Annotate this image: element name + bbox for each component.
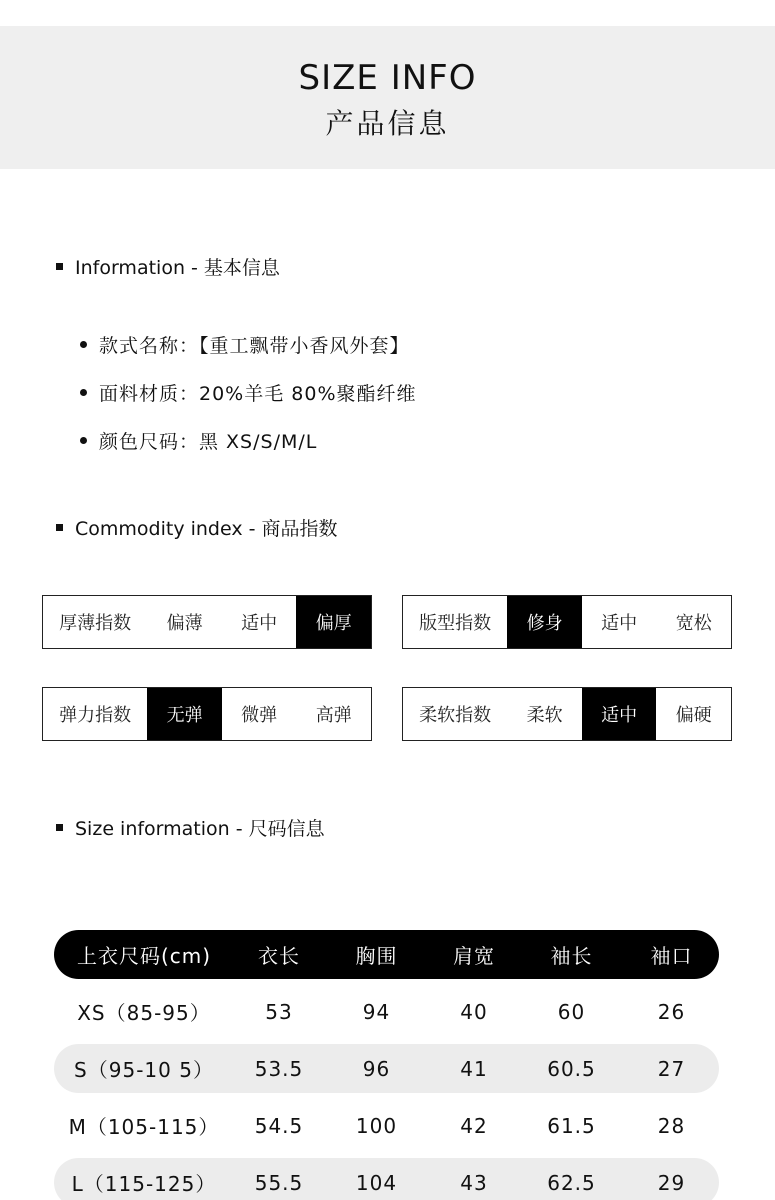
table-cell: 40 [460,999,488,1024]
table-cell: L（115-125） [71,1172,217,1196]
table-cell: 62.5 [547,1170,596,1195]
table-row [54,987,719,1036]
index-box-thickness [42,595,372,649]
section-heading-size [56,814,325,841]
page-subtitle: 产品信息 [325,107,450,140]
table-cell: 61.5 [547,1113,596,1138]
table-header-cell: 上衣尺码(cm) [76,944,212,968]
section-heading-size-label: Size information - 尺码信息 [75,818,325,840]
index-option-selected: 无弹 [147,688,222,740]
section-heading-basic [56,253,280,280]
section-heading-commodity-label: Commodity index - 商品指数 [75,518,338,540]
list-item [80,368,417,416]
table-header-cell: 衣长 [258,944,300,968]
index-label: 厚薄指数 [59,613,132,634]
table-cell: 43 [460,1170,488,1195]
table-cell: M（105-115） [68,1115,220,1139]
index-option: 适中 [241,613,278,634]
table-cell: 54.5 [254,1113,304,1138]
index-option: 偏薄 [166,613,203,634]
table-cell: 104 [355,1170,398,1195]
square-bullet-icon [56,524,63,531]
table-cell: XS（85-95） [77,1001,211,1025]
index-option: 柔软 [526,705,563,726]
dot-bullet-icon [80,437,87,444]
section-heading-basic-label: Information - 基本信息 [75,257,280,279]
index-option: 适中 [601,613,638,634]
table-cell: S（95-10 5） [74,1058,214,1082]
table-cell: 27 [657,1056,686,1081]
table-cell: 42 [460,1113,488,1138]
info-text: 款式名称：【重工飘带小香风外套】 [99,334,410,357]
index-box-fit [402,595,732,649]
index-option-selected: 适中 [582,688,657,740]
table-row [54,1158,719,1200]
table-cell: 96 [362,1056,391,1081]
index-option: 高弹 [315,705,352,726]
table-row [54,1044,719,1093]
table-cell: 53 [265,999,293,1024]
table-cell: 29 [657,1170,686,1195]
basic-info-list [80,320,417,464]
table-cell: 41 [460,1056,488,1081]
index-box-softness [402,687,732,741]
table-cell: 55.5 [254,1170,304,1195]
page-title: SIZE INFO [298,58,477,98]
table-header-cell: 肩宽 [453,944,495,968]
index-option-selected: 修身 [507,596,582,648]
index-label: 版型指数 [419,613,492,634]
square-bullet-icon [56,824,63,831]
info-text: 颜色尺码：黑 XS/S/M/L [99,430,318,453]
table-cell: 100 [355,1113,398,1138]
index-label: 柔软指数 [419,705,492,726]
square-bullet-icon [56,263,63,270]
table-header-row [54,930,719,979]
dot-bullet-icon [80,389,87,396]
dot-bullet-icon [80,341,87,348]
table-cell: 60.5 [547,1056,596,1081]
list-item [80,416,417,464]
index-option: 偏硬 [675,705,712,726]
table-row [54,1101,719,1150]
info-text: 面料材质：20%羊毛 80%聚酯纤维 [99,382,417,405]
table-cell: 94 [362,999,391,1024]
table-header-cell: 袖长 [550,944,593,968]
table-header-cell: 袖口 [650,944,693,968]
table-header-cell: 胸围 [355,944,398,968]
table-cell: 26 [657,999,686,1024]
table-cell: 28 [657,1113,686,1138]
table-cell: 53.5 [254,1056,304,1081]
section-heading-commodity [56,514,338,541]
index-option-selected: 偏厚 [296,596,371,648]
table-cell: 60 [557,999,586,1024]
list-item [80,320,417,368]
index-box-elasticity [42,687,372,741]
index-option: 微弹 [241,705,278,726]
index-option: 宽松 [675,613,712,634]
size-table [54,930,719,1200]
index-label: 弹力指数 [59,705,132,726]
